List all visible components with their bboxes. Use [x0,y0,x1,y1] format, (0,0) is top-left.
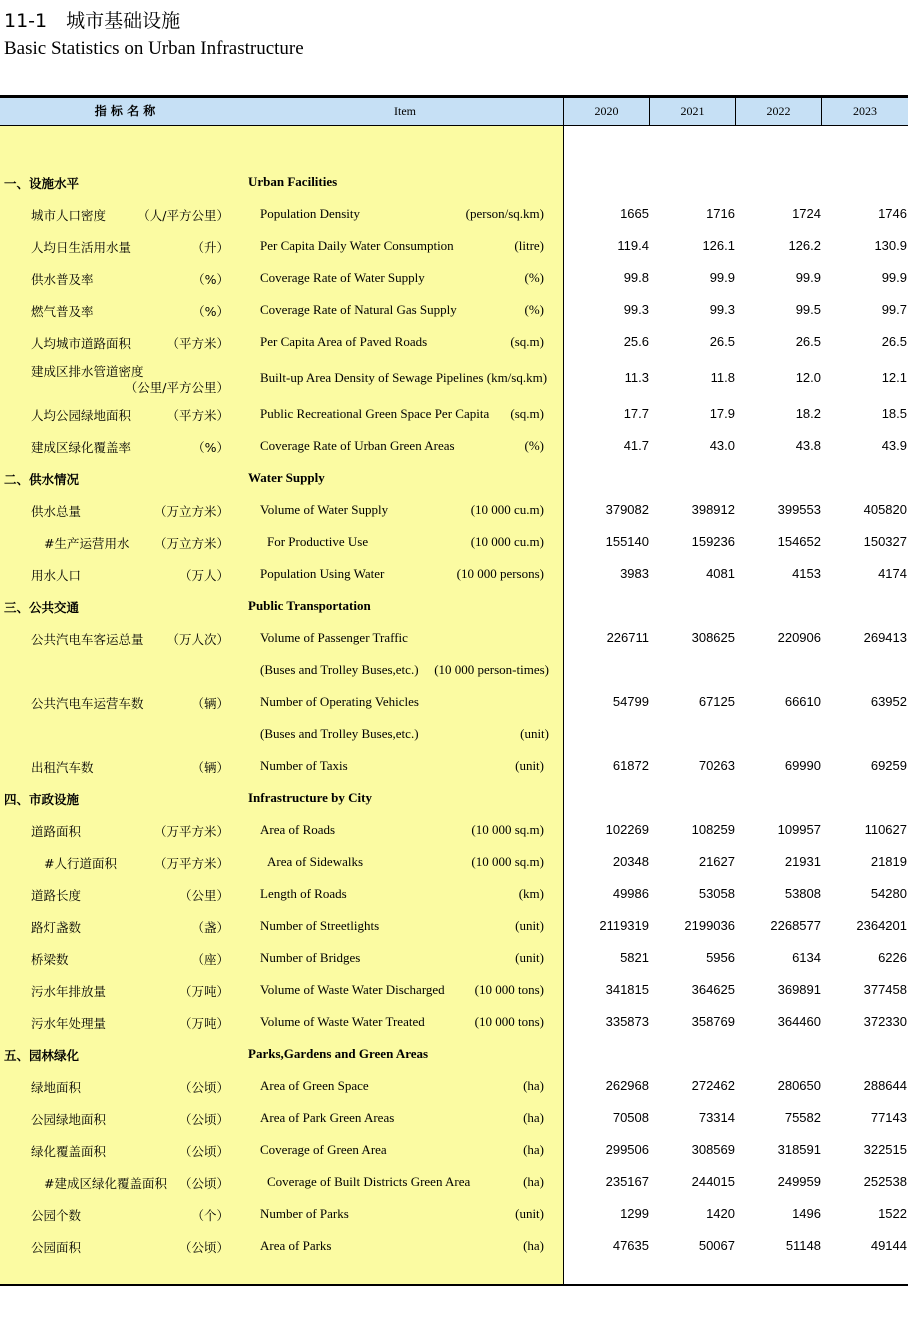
item-unit-cn: （%） [192,440,229,455]
item-unit-cn: （平方米） [166,408,229,423]
value-cell: 1496 [792,1206,821,1221]
item-name-en: Volume of Passenger Traffic [260,630,408,645]
value-cell: 25.6 [623,334,649,349]
value-cell: 244015 [691,1174,735,1189]
item-name-cn: 公园绿地面积 [31,1112,107,1127]
item-name-cn: 公共汽电车客运总量 [31,632,144,647]
value-cell: 308625 [691,630,735,645]
item-name-cn: #建成区绿化覆盖面积 [44,1176,167,1191]
value-cell: 6134 [792,950,821,965]
item-name-en: Coverage of Built Districts Green Area [267,1174,471,1189]
item-unit-en: (ha) [523,1174,544,1189]
value-cell: 1299 [620,1206,649,1221]
item-name-en: Area of Parks [260,1238,332,1253]
value-cell: 70508 [612,1110,649,1125]
section-row [0,1046,908,1078]
item-unit-cn: （公里/平方公里） [124,380,229,395]
item-name-cn: 城市人口密度 [31,208,107,223]
table-row [0,1014,908,1046]
value-cell: 308569 [691,1142,735,1157]
value-cell: 53058 [698,886,735,901]
value-cell: 155140 [605,534,649,549]
table-row [0,1142,908,1174]
value-cell: 11.3 [624,370,649,385]
header-item: Item [394,104,416,118]
value-cell: 43.0 [709,438,735,453]
item-name-cn: #人行道面积 [44,856,117,871]
item-name-en-continued: (Buses and Trolley Buses,etc.) [260,726,419,741]
value-cell: 70263 [698,758,735,773]
table-row [0,758,908,790]
header-divider [649,98,650,125]
item-unit-cn: （%） [192,304,229,319]
item-unit-cn: （辆） [191,760,229,775]
value-cell: 54280 [870,886,907,901]
value-cell: 26.5 [709,334,735,349]
table-row [0,1206,908,1238]
value-cell: 377458 [863,982,907,997]
item-unit-en: (unit) [515,918,544,933]
item-unit-cn: （辆） [191,696,229,711]
item-name-cn: 建成区排水管道密度 [31,364,144,379]
item-name-en: Coverage of Green Area [260,1142,387,1157]
value-cell: 99.9 [795,270,821,285]
item-name-cn: 人均公园绿地面积 [31,408,132,423]
value-cell: 369891 [777,982,821,997]
header-year-2020: 2020 [594,104,619,118]
value-cell: 150327 [863,534,907,549]
item-name-cn: 桥梁数 [31,952,69,967]
value-cell: 6226 [878,950,907,965]
section-row [0,790,908,822]
value-cell: 269413 [863,630,907,645]
item-name-cn: 公共汽电车运营车数 [31,696,144,711]
table-row [0,662,908,694]
value-cell: 63952 [870,694,907,709]
value-cell: 99.5 [795,302,821,317]
item-unit-cn: （万吨） [178,984,229,999]
item-unit-cn: （公顷） [178,1240,229,1255]
table-row [0,630,908,662]
item-name-cn: 道路长度 [31,888,82,903]
header-year-2021: 2021 [680,104,705,118]
item-name-en: Coverage Rate of Urban Green Areas [260,438,455,453]
value-cell: 99.8 [623,270,649,285]
table-row [0,982,908,1014]
item-unit-en: (10 000 persons) [456,566,544,581]
value-cell: 335873 [605,1014,649,1029]
item-name-en: Area of Roads [260,822,336,837]
item-unit-en: (km) [518,886,544,901]
section-title-en: Infrastructure by City [248,790,372,805]
value-cell: 1665 [620,206,649,221]
value-cell: 398912 [691,502,735,517]
table-row [0,950,908,982]
value-cell: 43.9 [881,438,907,453]
item-name-en: Coverage Rate of Water Supply [260,270,425,285]
item-name-cn: 公园个数 [31,1208,82,1223]
value-cell: 49986 [612,886,649,901]
value-cell: 358769 [691,1014,735,1029]
value-cell: 4174 [878,566,907,581]
item-unit-cn: （个） [191,1208,229,1223]
header-divider [563,98,564,125]
value-cell: 69259 [870,758,907,773]
item-unit-cn: （公里） [178,888,229,903]
value-cell: 99.9 [709,270,735,285]
item-unit-cn: （万立方米） [153,504,229,519]
header-indicator: 指 标 名 称 [94,104,156,118]
value-cell: 69990 [784,758,821,773]
item-unit-en: (ha) [523,1078,544,1093]
item-name-en: Area of Sidewalks [267,854,364,869]
item-unit-cn: （万人次） [166,632,229,647]
value-cell: 67125 [698,694,735,709]
header-year-2022: 2022 [766,104,791,118]
table-header [0,98,908,126]
item-unit-cn: （平方米） [166,336,229,351]
section-title-cn: 四、市政设施 [4,792,80,807]
item-unit-cn: （座） [191,952,229,967]
value-cell: 405820 [863,502,907,517]
item-name-en: Coverage Rate of Natural Gas Supply [260,302,457,317]
value-cell: 379082 [605,502,649,517]
value-cell: 102269 [605,822,649,837]
section-row [0,174,908,206]
table-row [0,438,908,470]
item-unit-cn: （%） [192,272,229,287]
item-unit-cn: （升） [191,240,229,255]
item-name-en-continued: (Buses and Trolley Buses,etc.) [260,662,419,677]
item-unit-cn: （万人） [178,568,229,583]
value-cell: 41.7 [623,438,649,453]
value-cell: 154652 [777,534,821,549]
item-name-cn: 人均日生活用水量 [31,240,132,255]
item-unit-en: (10 000 cu.m) [470,502,544,517]
item-name-en: Number of Taxis [260,758,348,773]
value-cell: 399553 [777,502,821,517]
item-name-en: Volume of Waste Water Treated [260,1014,425,1029]
item-name-cn: 绿地面积 [31,1080,82,1095]
item-unit-cn: （盏） [191,920,229,935]
item-name-cn: 燃气普及率 [31,304,94,319]
item-unit-en: (10 000 sq.m) [471,854,544,869]
item-name-cn: 路灯盏数 [31,920,82,935]
item-name-en: Number of Bridges [260,950,361,965]
value-cell: 288644 [863,1078,907,1093]
table-row [0,366,908,406]
value-cell: 1724 [792,206,821,221]
item-name-cn: 供水普及率 [31,272,94,287]
table-row [0,1078,908,1110]
value-cell: 5821 [620,950,649,965]
value-cell: 272462 [691,1078,735,1093]
value-cell: 1746 [878,206,907,221]
item-name-en: Number of Streetlights [260,918,380,933]
value-cell: 21819 [870,854,907,869]
value-cell: 73314 [698,1110,735,1125]
item-name-en: Per Capita Area of Paved Roads [260,334,428,349]
item-unit-cn: （万立方米） [153,536,229,551]
value-cell: 11.8 [710,370,735,385]
item-name-en: Public Recreational Green Space Per Capita [260,406,490,421]
section-row [0,470,908,502]
table-row [0,886,908,918]
value-cell: 1522 [878,1206,907,1221]
value-cell: 21931 [784,854,821,869]
value-cell: 2119319 [599,918,649,933]
value-cell: 235167 [605,1174,649,1189]
value-cell: 77143 [870,1110,907,1125]
value-cell: 99.3 [623,302,649,317]
value-cell: 280650 [777,1078,821,1093]
value-cell: 54799 [612,694,649,709]
section-row [0,598,908,630]
value-cell: 50067 [698,1238,735,1253]
section-title-cn: 二、供水情况 [4,472,80,487]
table-row [0,854,908,886]
item-unit-en: (ha) [523,1110,544,1125]
value-cell: 26.5 [795,334,821,349]
section-title-en: Public Transportation [248,598,371,613]
value-cell: 5956 [706,950,735,965]
value-cell: 119.4 [617,238,649,253]
value-cell: 49144 [870,1238,907,1253]
value-cell: 2364201 [856,918,907,933]
item-unit-cn: （万平方米） [153,856,229,871]
table-row [0,566,908,598]
table-row [0,302,908,334]
table-title-cn: 11-1 城市基础设施 [4,10,181,32]
table-row [0,206,908,238]
value-cell: 364625 [691,982,735,997]
item-unit-cn: （人/平方公里） [137,208,229,223]
item-unit-en: (%) [524,270,544,285]
section-title-en: Urban Facilities [248,174,338,189]
header-divider [735,98,736,125]
value-cell: 17.7 [623,406,649,421]
value-cell: 341815 [605,982,649,997]
item-unit-en: (unit) [515,758,544,773]
value-cell: 61872 [612,758,649,773]
table-row [0,726,908,758]
item-unit-en: (10 000 cu.m) [470,534,544,549]
item-unit-en: (10 000 sq.m) [471,822,544,837]
value-cell: 249959 [777,1174,821,1189]
table-row [0,502,908,534]
value-cell: 130.9 [874,238,907,253]
value-cell: 110627 [864,822,907,837]
item-name-en: Number of Operating Vehicles [260,694,419,709]
bottom-rule [0,1284,908,1286]
value-cell: 53808 [784,886,821,901]
value-cell: 318591 [777,1142,821,1157]
item-unit-en: (10 000 tons) [474,1014,544,1029]
value-cell: 20348 [612,854,649,869]
item-name-cn: 建成区绿化覆盖率 [31,440,132,455]
header-year-2023: 2023 [853,104,877,118]
item-name-cn: 供水总量 [31,504,82,519]
table-row [0,1238,908,1270]
value-cell: 159236 [691,534,735,549]
table-row [0,1110,908,1142]
value-cell: 2268577 [770,918,821,933]
item-unit-en: (%) [524,302,544,317]
item-name-en: Population Density [260,206,361,221]
item-name-en: For Productive Use [267,534,369,549]
item-name-en: Population Using Water [260,566,385,581]
item-name-cn: 绿化覆盖面积 [31,1144,107,1159]
value-cell: 75582 [784,1110,821,1125]
value-cell: 99.3 [709,302,735,317]
value-cell: 18.2 [795,406,821,421]
item-name-cn: 污水年处理量 [31,1016,107,1031]
item-unit-cn: （万平方米） [153,824,229,839]
item-name-cn: #生产运营用水 [44,536,130,551]
value-cell: 1420 [706,1206,735,1221]
value-cell: 2199036 [684,918,735,933]
value-cell: 99.9 [881,270,907,285]
value-cell: 99.7 [881,302,907,317]
value-cell: 108259 [691,822,735,837]
value-cell: 252538 [863,1174,907,1189]
item-name-cn: 公园面积 [31,1240,82,1255]
table-row [0,534,908,566]
value-cell: 12.0 [795,370,821,385]
item-name-en: Number of Parks [260,1206,349,1221]
value-cell: 18.5 [881,406,907,421]
table-row [0,822,908,854]
value-cell: 21627 [698,854,735,869]
section-title-cn: 五、园林绿化 [4,1048,80,1063]
value-cell: 372330 [863,1014,907,1029]
value-cell: 47635 [612,1238,649,1253]
item-name-en: Area of Green Space [260,1078,369,1093]
item-unit-en: (ha) [523,1142,544,1157]
value-cell: 299506 [605,1142,649,1157]
item-name-en: Volume of Waste Water Discharged [260,982,445,997]
item-unit-cn: （万吨） [178,1016,229,1031]
item-unit-cn: （公顷） [178,1144,229,1159]
value-cell: 12.1 [881,370,907,385]
item-name-cn: 出租汽车数 [31,760,94,775]
item-unit-en: (10 000 tons) [474,982,544,997]
item-name-cn: 用水人口 [31,568,82,583]
item-name-en: Built-up Area Density of Sewage Pipelines (km/sq.km) [260,370,548,385]
item-unit-en: (unit) [520,726,549,741]
item-unit-en: (%) [524,438,544,453]
table-row [0,918,908,950]
value-cell: 126.1 [702,238,735,253]
value-cell: 109957 [777,822,821,837]
section-title-en: Parks,Gardens and Green Areas [248,1046,429,1061]
value-cell: 364460 [777,1014,821,1029]
value-cell: 220906 [777,630,821,645]
table-title-en: Basic Statistics on Urban Infrastructure [4,38,304,59]
table-row [0,270,908,302]
value-cell: 26.5 [881,334,907,349]
item-unit-en: (person/sq.km) [465,206,544,221]
item-name-cn: 污水年排放量 [31,984,107,999]
item-unit-en: (10 000 person-times) [434,662,549,677]
table-row [0,1174,908,1206]
item-name-cn: 人均城市道路面积 [31,336,132,351]
item-name-en: Volume of Water Supply [260,502,389,517]
section-title-en: Water Supply [248,470,325,485]
table-row [0,406,908,438]
table-row [0,694,908,726]
item-name-en: Area of Park Green Areas [260,1110,395,1125]
value-cell: 51148 [785,1238,821,1253]
section-title-cn: 一、设施水平 [4,176,80,191]
item-unit-en: (unit) [515,950,544,965]
item-unit-en: (sq.m) [510,406,544,421]
item-name-cn: 道路面积 [31,824,82,839]
table-row [0,238,908,270]
item-unit-cn: （公顷） [178,1176,229,1191]
item-name-en: Length of Roads [260,886,347,901]
value-cell: 226711 [606,630,649,645]
value-cell: 126.2 [788,238,821,253]
section-title-cn: 三、公共交通 [4,600,80,615]
value-cell: 1716 [706,206,735,221]
value-cell: 322515 [863,1142,907,1157]
value-cell: 43.8 [795,438,821,453]
item-unit-cn: （公顷） [178,1112,229,1127]
header-divider [821,98,822,125]
item-name-en: Per Capita Daily Water Consumption [260,238,454,253]
item-unit-en: (ha) [523,1238,544,1253]
statistics-table [0,95,908,1286]
item-unit-cn: （公顷） [178,1080,229,1095]
value-cell: 262968 [605,1078,649,1093]
item-unit-en: (unit) [515,1206,544,1221]
item-unit-en: (sq.m) [510,334,544,349]
item-unit-en: (litre) [514,238,544,253]
value-cell: 3983 [620,566,649,581]
value-cell: 17.9 [709,406,735,421]
value-cell: 4081 [706,566,735,581]
value-cell: 66610 [784,694,821,709]
value-cell: 4153 [792,566,821,581]
